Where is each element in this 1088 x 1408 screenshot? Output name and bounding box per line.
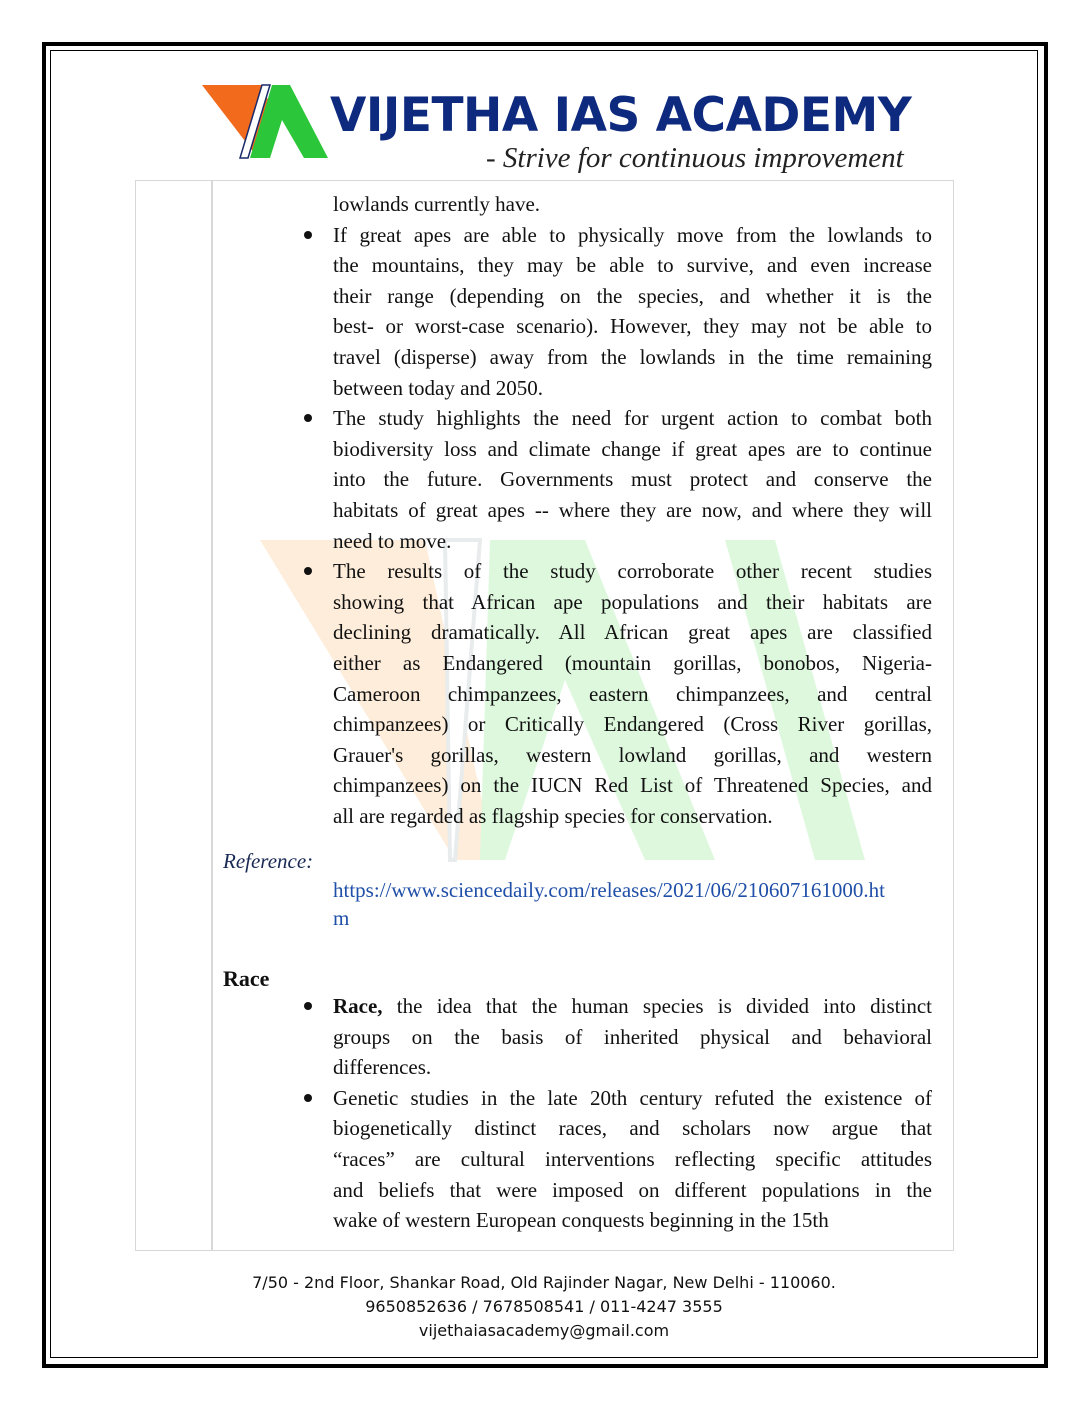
paragraph-line: The results of the study corroborate other recent studies <box>333 559 932 584</box>
paragraph-line: best- or worst-case scenario). However, they may not be able to <box>333 314 932 339</box>
bullet-icon <box>302 412 314 424</box>
paragraph-line: wake of western European conquests beginning in the 15th <box>333 1208 829 1233</box>
reference-link[interactable]: https://www.sciencedaily.com/releases/2021/06/210607161000.ht <box>333 878 885 902</box>
paragraph-line: travel (disperse) away from the lowlands in the time remaining <box>333 345 932 369</box>
bullet-icon <box>302 1000 314 1012</box>
paragraph-line: lowlands currently have. <box>333 192 541 216</box>
paragraph-line: differences. <box>333 1055 432 1080</box>
tagline: - Strive for continuous improvement <box>486 142 904 174</box>
paragraph-line: Cameroon chimpanzees, eastern chimpanzees, and central <box>333 681 932 706</box>
paragraph-line: If great apes are able to physically move from the lowlands to <box>333 222 932 247</box>
paragraph-line: “races” are cultural interventions reflecting specific attitudes <box>333 1147 932 1171</box>
paragraph-line: Grauer's gorillas, western lowland gorillas, and western <box>333 742 932 767</box>
paragraph-line: all are regarded as flagship species for conservation. <box>333 804 773 828</box>
bullet-icon <box>302 1092 314 1104</box>
paragraph-line: showing that African ape populations and their habitats are <box>333 589 932 614</box>
paragraph-line: need to move. <box>333 528 452 553</box>
paragraph-line: the mountains, they may be able to survive, and even increase <box>333 253 932 278</box>
bold-lead: Race, <box>333 994 383 1018</box>
reference-label: Reference: <box>223 849 314 873</box>
brand-name: VIJETHA IAS ACADEMY <box>330 88 912 143</box>
paragraph-line: Genetic studies in the late 20th century refuted the existence of <box>333 1085 932 1110</box>
footer-address: 7/50 - 2nd Floor, Shankar Road, Old Rajinder Nagar, New Delhi - 110060. <box>252 1273 836 1292</box>
paragraph-line: The study highlights the need for urgent action to combat both <box>333 406 932 431</box>
reference-link-continued[interactable]: m <box>333 906 350 930</box>
paragraph-line: biodiversity loss and climate change if great apes are to continue <box>333 436 932 461</box>
footer-email: vijethaiasacademy@gmail.com <box>418 1321 670 1340</box>
paragraph-line: chimpanzees) or Critically Endangered (Cross River gorillas, <box>333 712 932 737</box>
table-column-divider <box>211 180 213 1250</box>
paragraph-line: their range (depending on the species, and whether it is the <box>333 283 932 308</box>
footer-phones: 9650852636 / 7678508541 / 011-4247 3555 <box>365 1297 723 1316</box>
line-text: the idea that the human species is divided into distinct <box>382 994 932 1018</box>
paragraph-line <box>333 991 932 1021</box>
paragraph-line: chimpanzees) on the IUCN Red List of Threatened Species, and <box>333 773 932 798</box>
paragraph-line: between today and 2050. <box>333 375 543 400</box>
bullet-icon <box>302 565 314 577</box>
paragraph-line: biogenetically distinct races, and scholars now argue that <box>333 1116 932 1141</box>
paragraph-line: habitats of great apes -- where they are now, and where they will <box>333 498 932 522</box>
paragraph-line: either as Endangered (mountain gorillas, bonobos, Nigeria- <box>333 651 932 675</box>
paragraph-line: into the future. Governments must protect and conserve the <box>333 467 932 492</box>
paragraph-line: groups on the basis of inherited physical and behavioral <box>333 1024 932 1049</box>
bullet-icon <box>302 229 314 241</box>
paragraph-line: and beliefs that were imposed on different populations in the <box>333 1177 932 1202</box>
section-heading-race: Race <box>223 966 270 991</box>
paragraph-line: declining dramatically. All African great apes are classified <box>333 620 932 645</box>
